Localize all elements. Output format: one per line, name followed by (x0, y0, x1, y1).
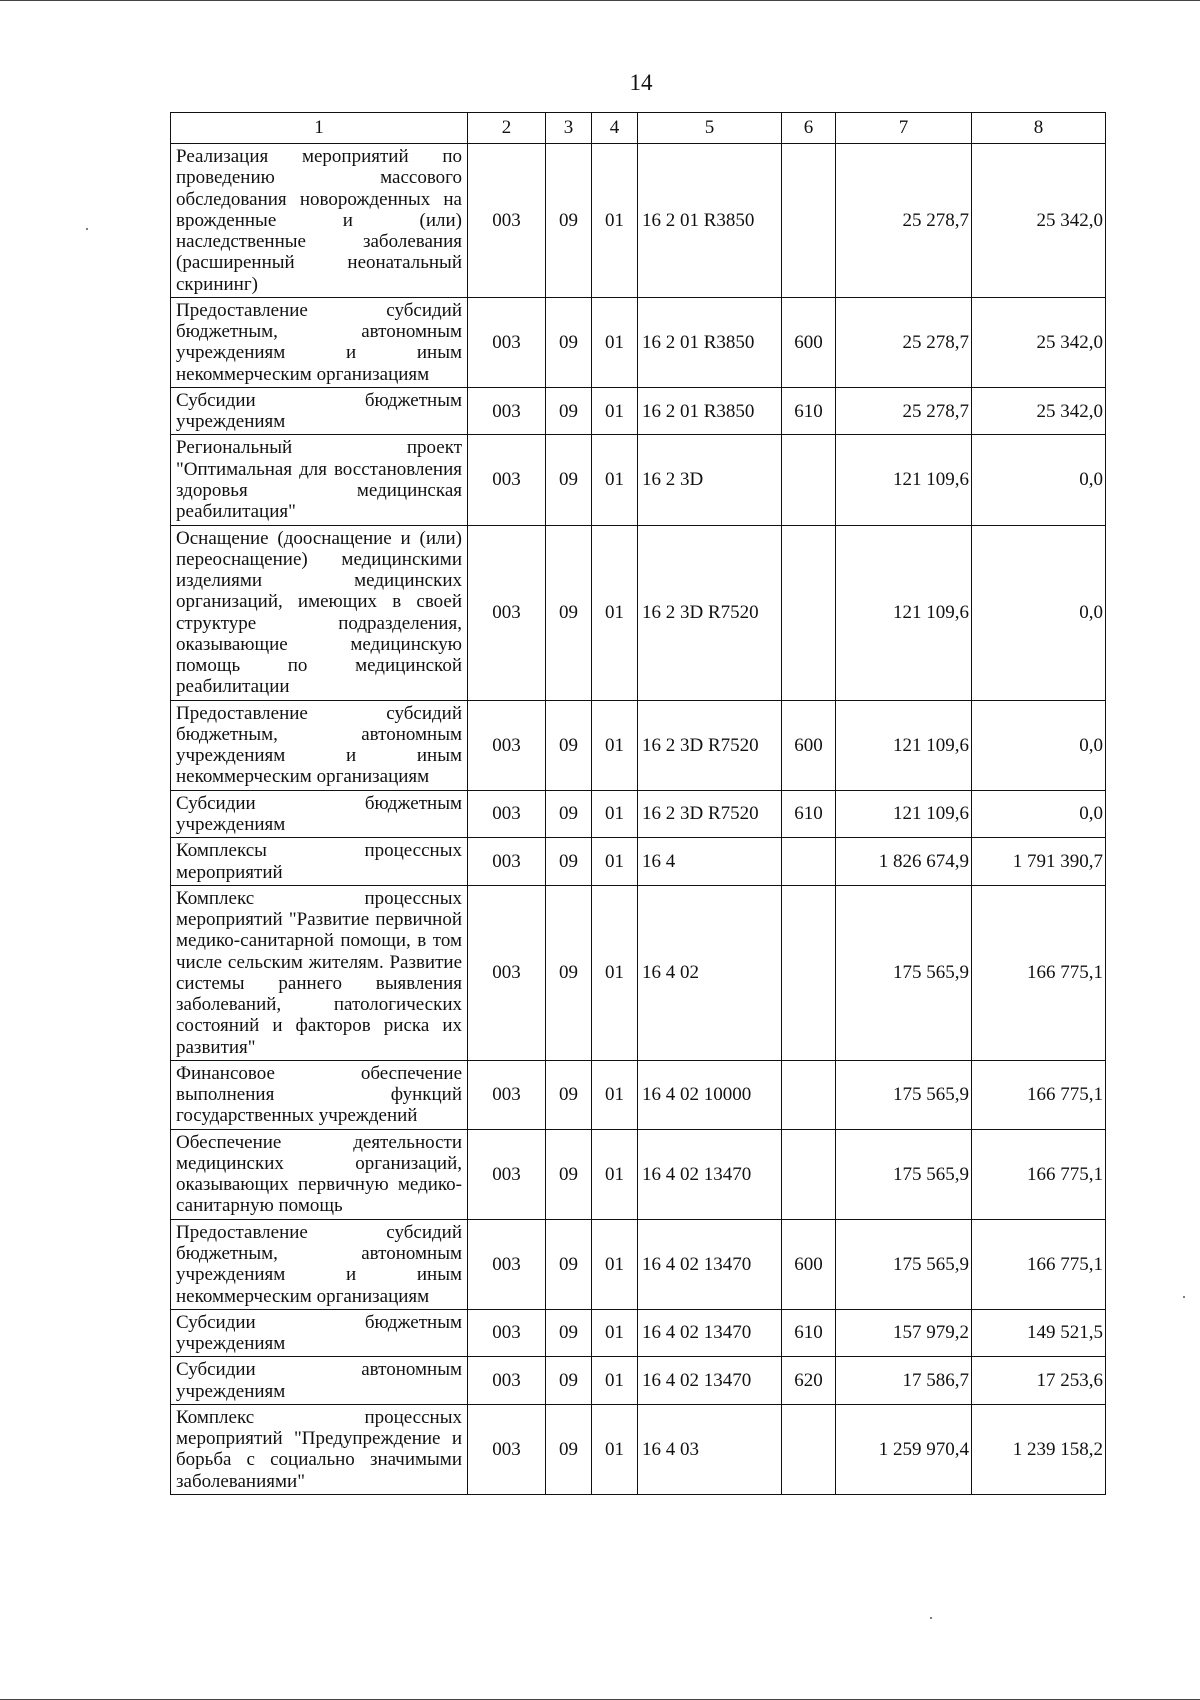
target-article-code: 16 4 02 13470 (638, 1309, 782, 1357)
amount-col7: 175 565,9 (836, 885, 972, 1060)
ministry-code: 003 (468, 1309, 546, 1357)
target-article-code: 16 4 03 (638, 1404, 782, 1494)
amount-col7: 121 109,6 (836, 435, 972, 525)
scan-speck (86, 228, 88, 230)
ministry-code: 003 (468, 297, 546, 387)
table-row (171, 1309, 1106, 1357)
subsection-code: 01 (592, 838, 638, 886)
row-name: Комплекс процессных мероприятий "Предупреждение и борьба с социально значимыми заболеваниями" (171, 1404, 468, 1494)
ministry-code: 003 (468, 387, 546, 435)
section-code: 09 (546, 838, 592, 886)
subsection-code: 01 (592, 297, 638, 387)
amount-col7: 1 826 674,9 (836, 838, 972, 886)
section-code: 09 (546, 435, 592, 525)
expense-type-code (782, 1060, 836, 1129)
row-name: Предоставление субсидий бюджетным, автономным учреждениям и иным некоммерческим организациям (171, 1219, 468, 1309)
header-cell: 5 (638, 113, 782, 144)
row-name: Комплексы процессных мероприятий (171, 838, 468, 886)
subsection-code: 01 (592, 435, 638, 525)
section-code: 09 (546, 885, 592, 1060)
expense-type-code (782, 885, 836, 1060)
subsection-code: 01 (592, 525, 638, 700)
subsection-code: 01 (592, 790, 638, 838)
subsection-code: 01 (592, 1060, 638, 1129)
section-code: 09 (546, 700, 592, 790)
section-code: 09 (546, 1404, 592, 1494)
row-name: Оснащение (дооснащение и (или) переоснащение) медицинскими изделиями медицинских организаций, имеющих в своей структуре подразделения, оказывающие медицинскую помощь по медицинской реабилитации (171, 525, 468, 700)
expense-type-code: 610 (782, 790, 836, 838)
subsection-code: 01 (592, 700, 638, 790)
expense-type-code (782, 838, 836, 886)
header-cell: 1 (171, 113, 468, 144)
expense-type-code (782, 1129, 836, 1219)
ministry-code: 003 (468, 1219, 546, 1309)
table-row (171, 435, 1106, 525)
table-row (171, 1129, 1106, 1219)
section-code: 09 (546, 525, 592, 700)
target-article-code: 16 4 (638, 838, 782, 886)
ministry-code: 003 (468, 885, 546, 1060)
ministry-code: 003 (468, 838, 546, 886)
expense-type-code: 610 (782, 1309, 836, 1357)
row-name: Финансовое обеспечение выполнения функций государственных учреждений (171, 1060, 468, 1129)
amount-col7: 121 109,6 (836, 790, 972, 838)
amount-col7: 157 979,2 (836, 1309, 972, 1357)
amount-col8: 166 775,1 (972, 885, 1106, 1060)
amount-col7: 25 278,7 (836, 144, 972, 298)
row-name: Предоставление субсидий бюджетным, автономным учреждениям и иным некоммерческим организациям (171, 297, 468, 387)
subsection-code: 01 (592, 1357, 638, 1405)
section-code: 09 (546, 790, 592, 838)
expense-type-code: 620 (782, 1357, 836, 1405)
target-article-code: 16 4 02 10000 (638, 1060, 782, 1129)
amount-col7: 17 586,7 (836, 1357, 972, 1405)
row-name: Комплекс процессных мероприятий "Развитие первичной медико-санитарной помощи, в том числе сельским жителям. Развитие системы раннего выявления заболеваний, патологических состояний и факторов риска их развития" (171, 885, 468, 1060)
amount-col8: 166 775,1 (972, 1060, 1106, 1129)
row-name: Предоставление субсидий бюджетным, автономным учреждениям и иным некоммерческим организациям (171, 700, 468, 790)
ministry-code: 003 (468, 790, 546, 838)
target-article-code: 16 2 3D R7520 (638, 525, 782, 700)
amount-col8: 1 239 158,2 (972, 1404, 1106, 1494)
amount-col7: 121 109,6 (836, 700, 972, 790)
ministry-code: 003 (468, 144, 546, 298)
table-row (171, 387, 1106, 435)
amount-col7: 25 278,7 (836, 297, 972, 387)
amount-col8: 0,0 (972, 790, 1106, 838)
subsection-code: 01 (592, 1129, 638, 1219)
expense-type-code (782, 1404, 836, 1494)
row-name: Обеспечение деятельности медицинских организаций, оказывающих первичную медико-санитарную помощь (171, 1129, 468, 1219)
subsection-code: 01 (592, 885, 638, 1060)
scan-edge-top (0, 0, 1200, 1)
row-name: Региональный проект "Оптимальная для восстановления здоровья медицинская реабилитация" (171, 435, 468, 525)
amount-col8: 166 775,1 (972, 1129, 1106, 1219)
table-row (171, 1404, 1106, 1494)
scan-speck (1183, 1296, 1185, 1298)
ministry-code: 003 (468, 525, 546, 700)
header-cell: 2 (468, 113, 546, 144)
table-row (171, 700, 1106, 790)
section-code: 09 (546, 144, 592, 298)
section-code: 09 (546, 297, 592, 387)
section-code: 09 (546, 1357, 592, 1405)
budget-table (170, 112, 1106, 1495)
header-cell: 6 (782, 113, 836, 144)
target-article-code: 16 4 02 (638, 885, 782, 1060)
section-code: 09 (546, 387, 592, 435)
expense-type-code (782, 144, 836, 298)
expense-type-code (782, 435, 836, 525)
target-article-code: 16 4 02 13470 (638, 1357, 782, 1405)
amount-col7: 121 109,6 (836, 525, 972, 700)
table-row (171, 144, 1106, 298)
amount-col8: 0,0 (972, 525, 1106, 700)
expense-type-code (782, 525, 836, 700)
row-name: Субсидии автономным учреждениям (171, 1357, 468, 1405)
row-name: Реализация мероприятий по проведению массового обследования новорожденных на врожденные и (или) наследственные заболевания (расширенный неонатальный скрининг) (171, 144, 468, 298)
header-cell: 3 (546, 113, 592, 144)
target-article-code: 16 2 01 R3850 (638, 297, 782, 387)
ministry-code: 003 (468, 1129, 546, 1219)
row-name: Субсидии бюджетным учреждениям (171, 1309, 468, 1357)
amount-col8: 25 342,0 (972, 387, 1106, 435)
table-row (171, 1219, 1106, 1309)
page-number: 14 (629, 70, 653, 95)
ministry-code: 003 (468, 700, 546, 790)
target-article-code: 16 2 01 R3850 (638, 144, 782, 298)
amount-col7: 1 259 970,4 (836, 1404, 972, 1494)
target-article-code: 16 4 02 13470 (638, 1219, 782, 1309)
header-cell: 4 (592, 113, 638, 144)
table-row (171, 1060, 1106, 1129)
amount-col7: 175 565,9 (836, 1060, 972, 1129)
amount-col8: 149 521,5 (972, 1309, 1106, 1357)
target-article-code: 16 2 01 R3850 (638, 387, 782, 435)
section-code: 09 (546, 1060, 592, 1129)
target-article-code: 16 2 3D R7520 (638, 700, 782, 790)
amount-col8: 0,0 (972, 435, 1106, 525)
amount-col7: 25 278,7 (836, 387, 972, 435)
target-article-code: 16 2 3D (638, 435, 782, 525)
ministry-code: 003 (468, 1060, 546, 1129)
section-code: 09 (546, 1219, 592, 1309)
subsection-code: 01 (592, 387, 638, 435)
scan-speck (930, 1617, 932, 1619)
table-row (171, 885, 1106, 1060)
table-row (171, 1357, 1106, 1405)
section-code: 09 (546, 1309, 592, 1357)
subsection-code: 01 (592, 1309, 638, 1357)
table-row (171, 297, 1106, 387)
amount-col7: 175 565,9 (836, 1129, 972, 1219)
subsection-code: 01 (592, 1404, 638, 1494)
expense-type-code: 600 (782, 700, 836, 790)
row-name: Субсидии бюджетным учреждениям (171, 790, 468, 838)
ministry-code: 003 (468, 1404, 546, 1494)
subsection-code: 01 (592, 1219, 638, 1309)
header-row (171, 113, 1106, 144)
ministry-code: 003 (468, 1357, 546, 1405)
table-row (171, 790, 1106, 838)
amount-col8: 166 775,1 (972, 1219, 1106, 1309)
subsection-code: 01 (592, 144, 638, 298)
section-code: 09 (546, 1129, 592, 1219)
amount-col8: 17 253,6 (972, 1357, 1106, 1405)
expense-type-code: 600 (782, 297, 836, 387)
expense-type-code: 600 (782, 1219, 836, 1309)
row-name: Субсидии бюджетным учреждениям (171, 387, 468, 435)
header-cell: 8 (972, 113, 1106, 144)
expense-type-code: 610 (782, 387, 836, 435)
target-article-code: 16 2 3D R7520 (638, 790, 782, 838)
target-article-code: 16 4 02 13470 (638, 1129, 782, 1219)
ministry-code: 003 (468, 435, 546, 525)
table-row (171, 525, 1106, 700)
amount-col7: 175 565,9 (836, 1219, 972, 1309)
table-row (171, 838, 1106, 886)
amount-col8: 25 342,0 (972, 144, 1106, 298)
amount-col8: 0,0 (972, 700, 1106, 790)
amount-col8: 25 342,0 (972, 297, 1106, 387)
amount-col8: 1 791 390,7 (972, 838, 1106, 886)
header-cell: 7 (836, 113, 972, 144)
